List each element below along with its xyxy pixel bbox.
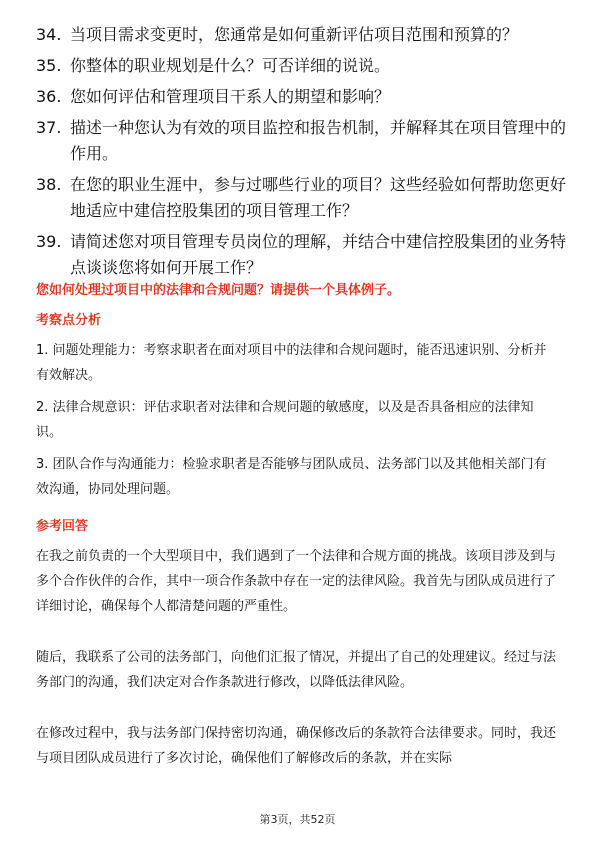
question-text: 当项目需求变更时，您通常是如何重新评估项目范围和预算的？	[70, 25, 519, 44]
answer-paragraph: 在我之前负责的一个大型项目中，我们遇到了一个法律和合规方面的挑战。该项目涉及到与多个合作伙伴的合作，其中一项合作条款中存在一定的法律风险。我首先与团队成员进行了详细讨论，确保每个人都清楚问题的严重性。	[36, 549, 557, 614]
question-number: 36.	[36, 87, 62, 106]
question-text: 请简述您对项目管理专员岗位的理解，并结合中建信控股集团的业务特点谈谈您将如何开展工作？	[70, 232, 567, 277]
analysis-item: 2. 法律合规意识：评估求职者对法律和合规问题的敏感度，以及是否具备相应的法律知识。	[36, 400, 534, 440]
analysis-item: 3. 团队合作与沟通能力：检验求职者是否能够与团队成员、法务部门以及其他相关部门有效沟通，协同处理问题。	[36, 457, 547, 497]
question-text: 您如何评估和管理项目干系人的期望和影响？	[70, 87, 391, 106]
question-number: 39.	[36, 232, 62, 251]
answer-paragraph: 在修改过程中，我与法务部门保持密切沟通，确保修改后的条款符合法律要求。同时，我还与项目团队成员进行了多次讨论，确保他们了解修改后的条款，并在实际	[36, 726, 557, 766]
question-number: 34.	[36, 25, 62, 44]
question-text: 描述一种您认为有效的项目监控和报告机制，并解释其在项目管理中的作用。	[70, 118, 567, 163]
question-item	[36, 53, 566, 79]
page-footer: 第3页，共52页	[259, 813, 336, 826]
reference-answer-section	[36, 517, 558, 771]
answer-paragraph: 随后，我联系了公司的法务部门，向他们汇报了情况，并提出了自己的处理建议。经过与法务部门的沟通，我们决定对合作条款进行修改，以降低法律风险。	[36, 650, 557, 690]
question-list	[36, 22, 566, 286]
analysis-section	[36, 311, 558, 502]
question-item	[36, 84, 566, 110]
question-item	[36, 172, 566, 224]
question-item	[36, 22, 566, 48]
answer-section	[36, 281, 558, 797]
analysis-title: 考察点分析	[36, 313, 102, 328]
analysis-item: 1. 问题处理能力：考察求职者在面对项目中的法律和合规问题时，能否迅速识别、分析并有效解决。	[36, 343, 547, 383]
question-number: 37.	[36, 118, 62, 137]
question-text: 你整体的职业规划是什么？可否详细的说说。	[70, 56, 391, 75]
highlighted-question: 您如何处理过项目中的法律和合规问题？请提供一个具体例子。	[36, 283, 401, 298]
question-item	[36, 229, 566, 281]
reference-answer-title: 参考回答	[36, 519, 89, 534]
question-text: 在您的职业生涯中，参与过哪些行业的项目？这些经验如何帮助您更好地适应中建信控股集团的项目管理工作？	[70, 175, 567, 220]
question-item	[36, 115, 566, 167]
question-number: 38.	[36, 175, 62, 194]
question-number: 35.	[36, 56, 62, 75]
